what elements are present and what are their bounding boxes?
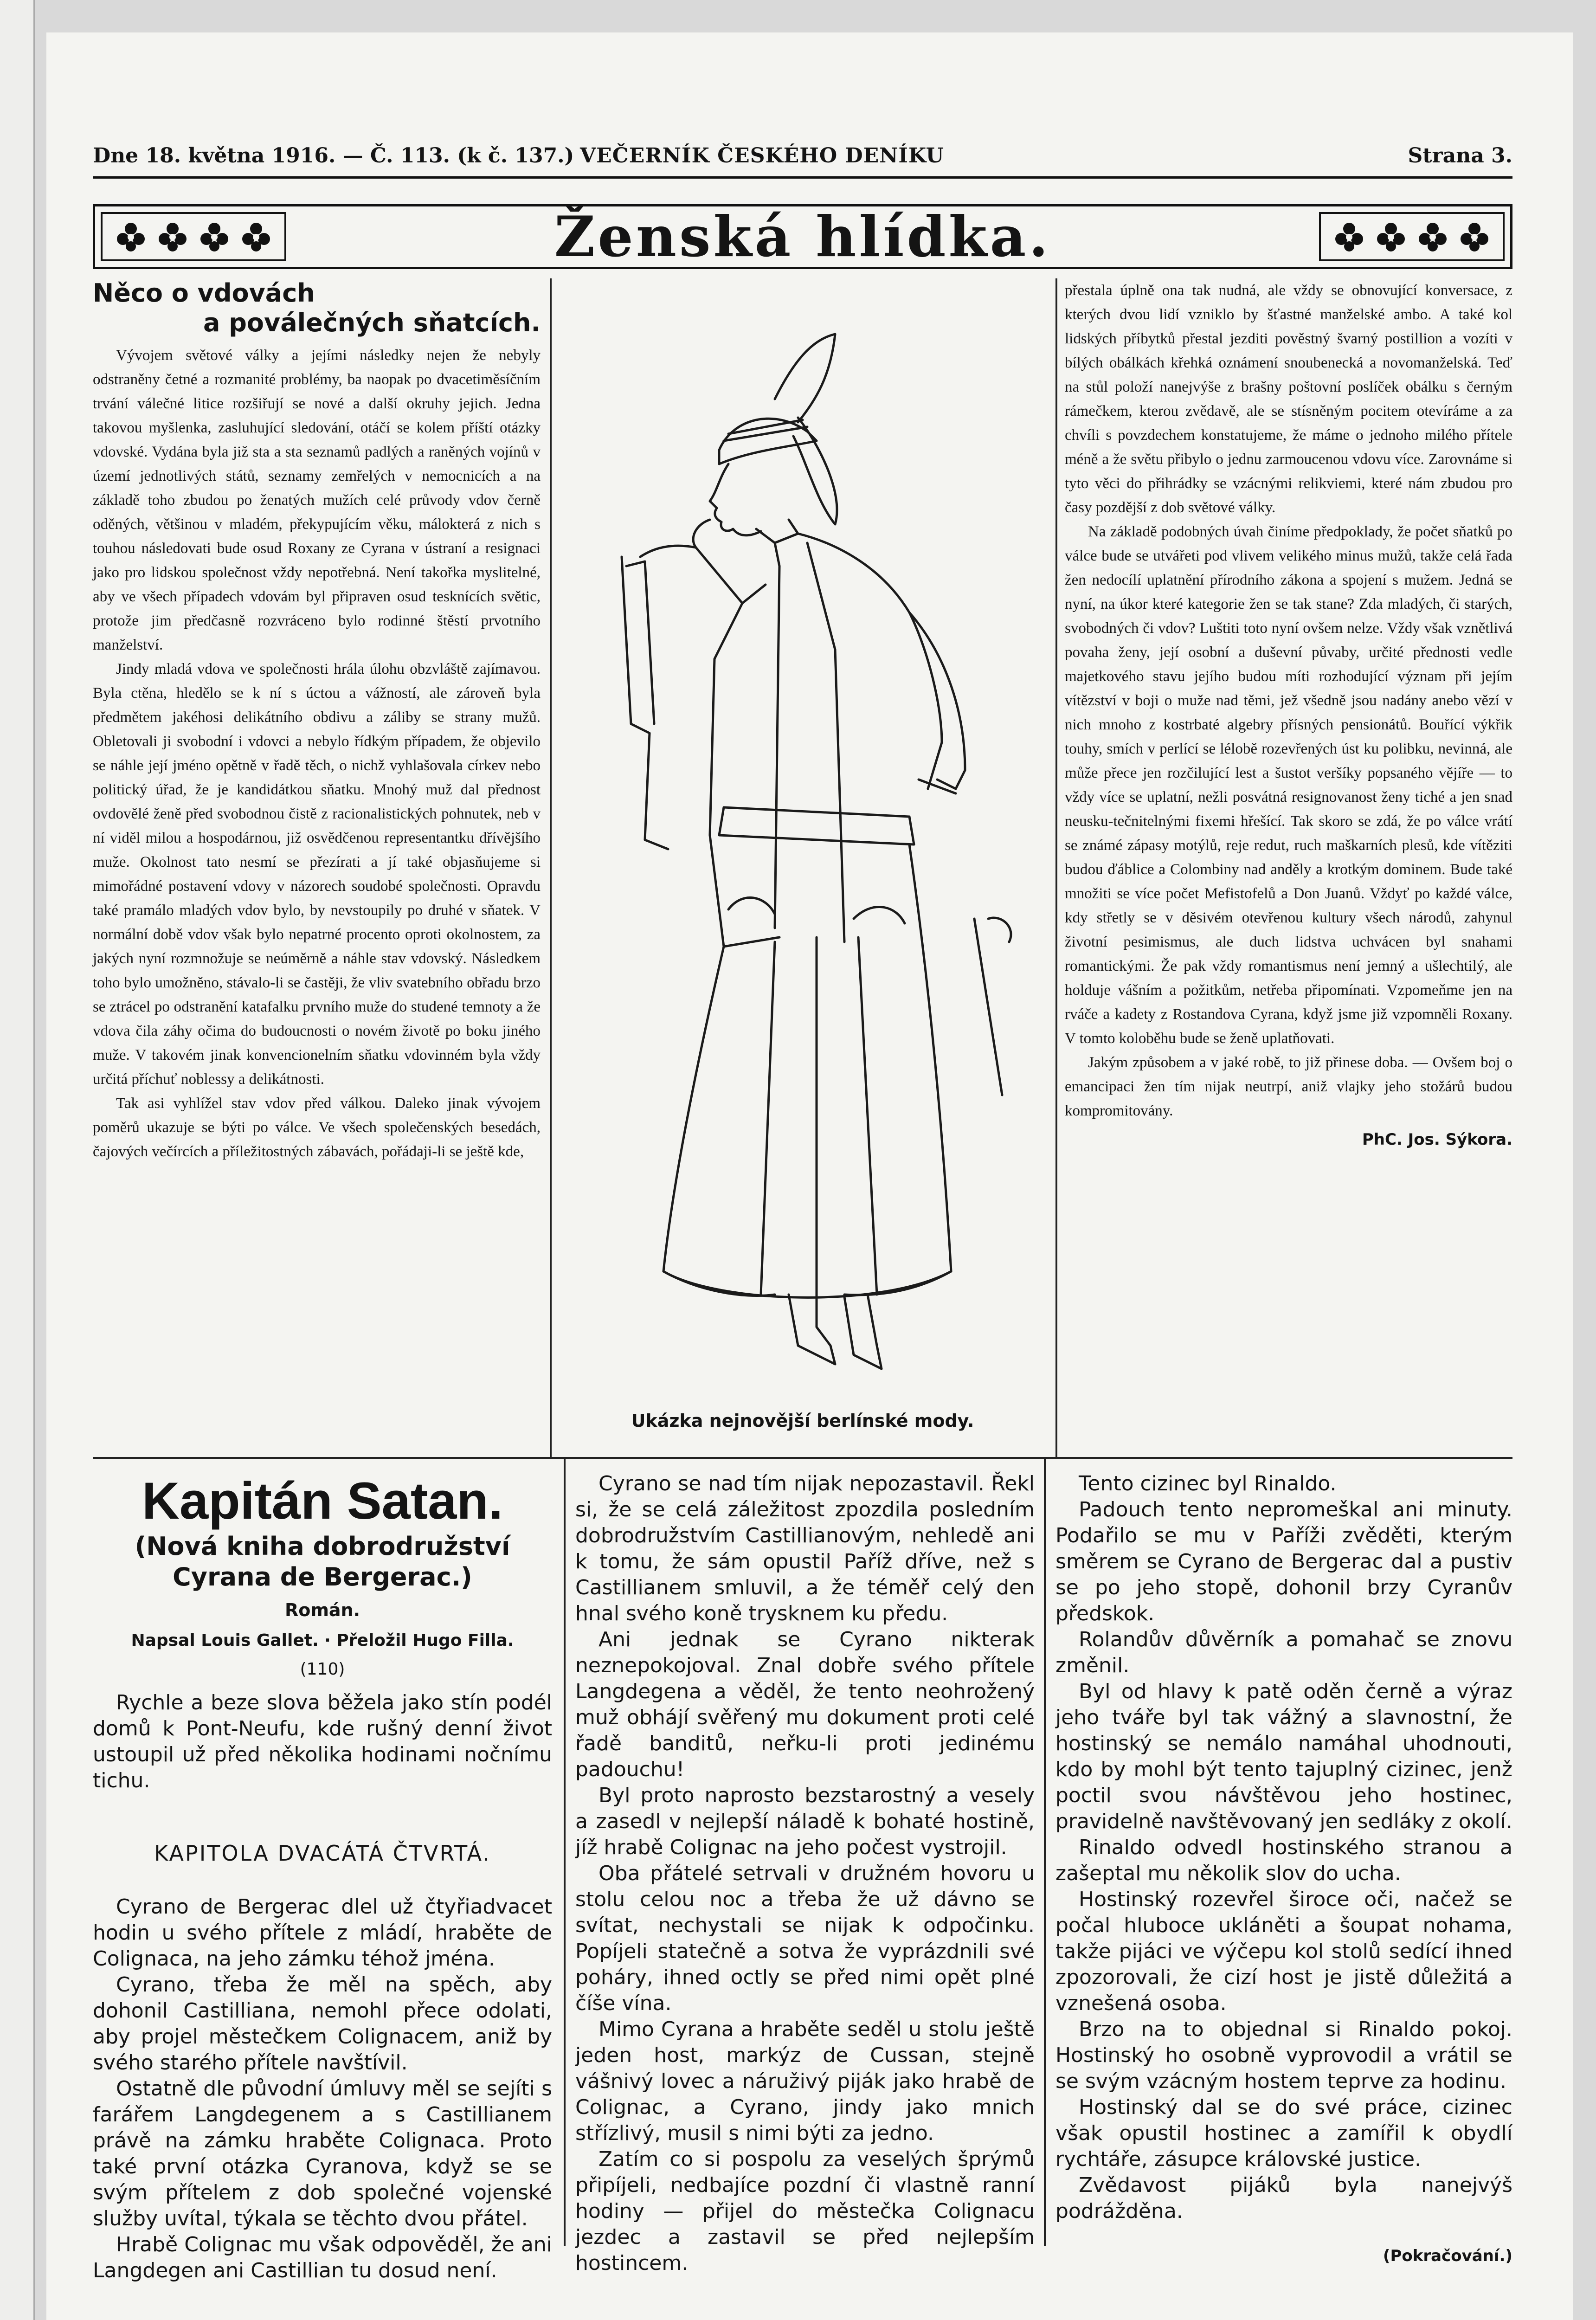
fashion-illustration [557,325,1049,1392]
novel-paragraph: Byl od hlavy k patě oděn černě a výraz jeho tváře byl tak vážný a slavnostní, že hostinský se nemálo namáhal uhodnouti, kdo by mohl být tento tajuplný cizinec, jenž poctil svou návštěvou jeho hostinec, pravidelně navštěvovaný jen sedláky z okolí. [1055,1680,1512,1833]
masthead [93,144,1512,176]
novel-paragraph: Cyrano de Bergerac dlel už čtyřiadvacet hodin u svého přítele z mládí, hraběte de Colignaca, na jeho zámku téhož jména. [93,1895,552,1971]
page-number: Strana 3. [1408,144,1512,168]
novel-paragraph: Cyrano, třeba že měl na spěch, aby dohonil Castilliana, nemohl přece odolati, aby projel městečkem Colignacem, aniž by svého starého přítele navštívil. [93,1973,552,2075]
previous-page-edge [0,0,35,2320]
novel-column-3 [1055,1471,1512,2269]
left-ornament-icon [101,212,286,261]
novel-paragraph: Byl proto naprosto bezstarostný a vesely a zasedl v nejlepší náladě k bohaté hostině, jíž hrabě Colignac na jeho počest vystrojil. [575,1784,1035,1859]
newspaper-name: VEČERNÍK ČESKÉHO DENÍKU [580,144,945,168]
article-widows-column-3 [1065,278,1512,1152]
section-rule [93,1457,1512,1459]
novel-title: Kapitán Satan. [142,1472,503,1530]
novel-chapter-heading: KAPITOLA DVACÁTÁ ČTVRTÁ. [154,1841,491,1866]
article-widows-title-line-1: Něco o vdovách [93,278,315,308]
woman-figure-icon [557,325,1049,1392]
article-widows-paragraph: přestala úplně ona tak nudná, ale vždy se obnovující konversace, z kterých dvou lidí vzniklo by šťastné manželské ambo. A také kol lidských příbytků přestal jezditi pověstný švarný postillion a vozíti v bílých obálkách křehká oznámení snoubenecká a novomanželská. Teď na stůl položí nanejvýše z brašny poštovní poslíček obálku s černým rámečkem, kterou zvědavě, ale se stísněným pocitem otevíráme a za chvíli s povzdechem konstatujeme, že máme o jednoho milého přítele méně a že světu přibylo o jednu zarmoucenou vdovu více. Zarovnáme si tyto věci do přihrádky se vzácnými relikviemi, které nám zbudou pro časy pozdější z dob světové války. [1065,282,1512,516]
novel-column-2 [575,1471,1035,2276]
novel-paragraph: Mimo Cyrana a hraběte seděl u stolu ještě jeden host, markýz de Cussan, stejně vášnivý lovec a náruživý piják jako hrabě de Colignac, a Cyrano, jindy jako mnich střízlivý, musil s nimi býti za jedno. [575,2017,1035,2145]
novel-paragraph: Rychle a beze slova běžela jako stín podél domů k Pont-Neufu, kde rušný denní život ustoupil už před několika hodinami nočnímu tichu. [93,1691,552,1792]
page-content [93,102,1512,2282]
article-widows-paragraph: Jakým způsobem a v jaké robě, to již přinese doba. — Ovšem boj o emancipaci žen tím nijak neutrpí, aniž vlajky jeho stožárů budou kompromitovány. [1065,1054,1512,1119]
novel-continued: (Pokračování.) [1383,2247,1512,2265]
column-rule [564,1457,566,2246]
issue-date: Dne 18. května 1916. — Č. 113. (k č. 137.) [93,144,574,168]
novel-installment: (110) [300,1660,345,1679]
novel-paragraph: Oba přátelé setrvali v družném hovoru u stolu celou noc a třeba že už dávno se svítat, nechystali se nijak k odpočinku. Popíjeli statečně a sotva že vyprázdnili své poháry, ihned octly se před nimi opět plné číše vína. [575,1862,1035,2015]
section-title: Ženská hlídka. [554,204,1051,270]
novel-paragraph: Ostatně dle původní úmluvy měl se sejíti s farářem Langdegenem a s Castillianem právě na zámku hraběte Colignaca. Proto také první otázka Cyranova, když se se svým přítelem z dob společné vojenské služby uvítal, týkala se těchto dvou přátel. [93,2077,552,2230]
illustration-caption: Ukázka nejnovější berlínské mody. [631,1411,974,1431]
novel-paragraph: Rolandův důvěrník a pomahač se znovu změnil. [1055,1628,1512,1677]
column-rule [550,278,552,1457]
article-widows-column-1 [93,278,541,1164]
novel-paragraph: Hostinský rozevřel široce oči, načež se počal hluboce ukláněti a šoupat nohama, takže pijáci ve výčepu kol stolů sedící ihned zpozorovali, že cizí host je jistě důležitá a vznešená osoba. [1055,1888,1512,2015]
column-rule [1044,1457,1046,2246]
novel-subtitle: (Nová kniha dobrodružství Cyrana de Bergerac.) [135,1532,510,1592]
novel-paragraph: Ani jednak se Cyrano nikterak neznepokojoval. Znal dobře svého přítele Langdegena a věděl, že tento neohrožený muž obhájí svěřený mu dokument proti celé řadě banditů, neřku-li proti jedinému padouchu! [575,1628,1035,1781]
article-widows-paragraph: Jindy mladá vdova ve společnosti hrála úlohu obzvláště zajímavou. Byla ctěna, hledělo se k ní s úctou a vážností, ale zároveň byla předmětem jakéhosi delikátního obdivu a záliby se strany mužů. Obletovali ji svobodní i vdovci a nebylo řídkým případem, že objevilo se náhle její jméno opětně v řadě těch, o nichž vyhlašovala církev nebo politický úřad, že je kandidátkou sňatku. Mnohý muž dal přednost ovdovělé ženě před svobodnou čistě z racionalistických pohnutek, neb v ní viděl milou a hospodárnou, již osvědčenou representantku dřívějšího muže. Okolnost tato nesmí se přezírati a jí také objasňujeme si mimořádné postavení vdovy v názorech soudobé společnosti. Opravdu také pramálo mladých vdov bylo, by nevstoupily po druhé v sňatek. V normální době vdov však bylo nepatrné procento oproti okolnostem, za jakých nyní rozmnožuje se neúměrně a náhle stav vdovský. Následkem toho bylo umožněno, stávalo-li se častěji, že vliv svatebního obřadu brzo se ztrácel po odstranění katafalku prvního muže do studené temnoty a že vdova čila záhy očima do budoucnosti o novém životě po boku jiného muže. V takovém jinak konvencionelním sňatku vdovinném byla vždy určitá příchuť noblessy a delikátnosti. [93,661,541,1088]
article-widows-paragraph: Tak asi vyhlížel stav vdov před válkou. Daleko jinak vývojem poměrů ukazuje se býti po válce. Ve všech společenských besedách, čajových večírcích a příležitostných zábavách, pořádaji-li se ještě kde, [93,1095,541,1160]
novel-genre: Román. [284,1600,360,1620]
right-ornament-icon [1319,212,1505,261]
article-widows-signature: PhC. Jos. Sýkora. [1362,1130,1512,1149]
masthead-rule [93,176,1512,179]
novel-paragraph: Zvědavost pijáků byla nanejvýš podrážděna. [1055,2173,1512,2223]
novel-paragraph: Padouch tento nepromeškal ani minuty. Podařilo se mu v Paříži zvěděti, kterým směrem se Cyrano de Bergerac dal a pustiv se po jeho stopě, dohonil brzy Cyranův předskok. [1055,1498,1512,1625]
newspaper-page [46,32,1573,2320]
novel-paragraph: Hostinský dal se do své práce, cizinec však opustil hostinec a zamířil k obydlí rychtáře, zásupce královské justice. [1055,2095,1512,2171]
novel-paragraph: Zatím co si pospolu za veselých šprýmů připíjeli, nedbajíce pozdní či vlastně ranní hodiny — přijel do městečka Colignacu jezdec a zastavil se před nejlepším hostincem. [575,2147,1035,2275]
novel-paragraph: Rinaldo odvedl hostinského stranou a zašeptal mu několik slov do ucha. [1055,1836,1512,1885]
section-banner [93,204,1512,269]
novel-column-1 [93,1471,552,2284]
novel-credits: Napsal Louis Gallet. · Přeložil Hugo Filla. [131,1631,514,1650]
novel-paragraph: Tento cizinec byl Rinaldo. [1079,1472,1337,1495]
article-widows-title-line-2: a poválečných sňatcích. [203,308,541,337]
column-rule [1055,278,1057,1457]
novel-paragraph: Hrabě Colignac mu však odpověděl, že ani Langdegen ani Castillian tu dosud není. [93,2233,552,2282]
article-widows-paragraph: Na základě podobných úvah činíme předpoklady, že počet sňatků po válce bude se utvářeti pod vlivem velikého minus mužů, takže celá řada žen nedocílí uplatnění přírodního zákona a spojení s mužem. Jedná se nyní, na úkor které kategorie žen se tak stane? Zda mladých, či starých, svobodných či vdov? Luštiti toto nyní ovšem nelze. Vždy však vznětlivá povaha ženy, její osobní a duševní půvaby, určité přednosti vedle majetkového stavu jejího budou míti rozhodující význam při jejím vítězství v boji o muže nad těmi, jež všedně jsou nadány anebo vězí v nich mnoho z kostrbaté algebry přísných pensionátů. Bouřící výkřik touhy, smích v perlící se lélobě rozevřených úst ku polibku, nevinná, ale může přece jen rozčilující lest a šustot veršíky popsaného vějíře — to vždy více se uplatní, nežli posvátná resignovanost ženy tiché a jen snad neusku-tečnitelnými fixemi hřešící. Tak skoro se zdá, že po válce vrátí se známé zápasy motýlů, reje redut, ruch maškarních plesů, kde vítěziti budou ďáblice a Colombiny nad anděly a krotkým dominem. Bude také množiti se více počet Mefistofelů a Don Juanů. Vždyť po každé válce, kdy střetly se v děsivém otevřenou kultury všech národů, zahynul životní pesimismus, ale duch lidstva uchvácen byl snahami romantickými. Že pak vždy romantismus není jemný a ušlechtilý, ale holduje vášním a požitkům, netřeba připomínati. Vzpomeňme jen na rváče a kadety z Rostandova Cyrana, když jsme již vzpomněli Roxany. V tomto koloběhu bude se ženě uplatňovati. [1065,523,1512,1047]
novel-paragraph: Brzo na to objednal si Rinaldo pokoj. Hostinský ho osobně vyprovodil a vrátil se se svým vzácným hostem teprve za hodinu. [1055,2017,1512,2093]
article-widows-title [93,278,541,338]
article-widows-paragraph: Vývojem světové války a jejími následky nejen že nebyly odstraněny četné a rozmanité problémy, ba naopak po dvacetiměsíčním trvání válečné litice rozšiřují se nové a další okruhy jejich. Jedna takovou myšlenka, zasluhující sledování, otáčí se kolem příští otázky vdovské. Vydána byla již sta a sta seznamů padlých a raněných vojínů v území jednotlivých států, seznamy zemřelých v nemocnicích a na základě toho zbudou po ženatých mužích celé průvody vdov černě oděných, většinou v mladém, překypujícím věku, málokterá z nich s touhou následovati bude osud Roxany ze Cyrana v ústraní a resignaci jako pro lidskou společnost vždy nepotřebná. Není takořka myslitelné, aby ve všech případech vdovám byl připraven osud tesknících světic, protože jim předčasně rozvráceno bylo rodinné štěstí prvotního manželství. [93,347,541,653]
novel-paragraph: Cyrano se nad tím nijak nepozastavil. Řekl si, že se celá záležitost zpozdila posledním dobrodružstvím Castillianovým, nehledě ani k tomu, že sám opustil Paříž dříve, než s Castillianem smluvil, a že téměř celý den hnal svého koně trysknem ku předu. [575,1472,1035,1625]
